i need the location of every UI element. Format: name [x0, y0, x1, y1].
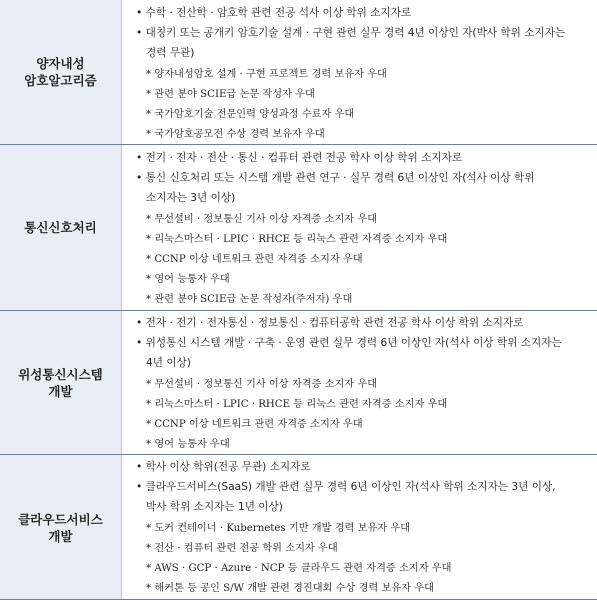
preference-line: * 전산 · 컴퓨터 관련 전공 학위 소지자 우대 [146, 543, 338, 554]
table-row-satellite-comm [0, 311, 597, 454]
category-label: 클라우드서비스 개발 [18, 511, 103, 544]
preference-line: * 무선설비 · 정보통신 기사 이상 자격증 소지자 우대 [146, 379, 378, 390]
preference-line: * 관련 분야 SCIE급 논문 작성자(주저자) 우대 [146, 294, 353, 305]
category-label: 양자내성 암호알고리즘 [24, 56, 97, 88]
preference-line: * 무선설비 · 정보통신 기사 이상 자격증 소지자 우대 [146, 214, 378, 225]
requirement-line: 박사 학위 소지자는 1년 이상) [146, 501, 283, 513]
requirement-line: • 전자 · 전기 · 전자통신 · 정보통신 · 컴퓨터공학 관련 전공 학사 이상 학위 소지자로 [136, 317, 524, 329]
preference-line: * 해커톤 등 공인 S/W 개발 관련 경진대회 수상 경력 보유자 우대 [146, 583, 434, 594]
preference-line: * 리눅스마스터 · LPIC · RHCE 등 리눅스 관련 자격증 소지자 우대 [146, 399, 448, 410]
preference-line: * 국가암호공모전 수상 경력 보유자 우대 [146, 129, 325, 140]
requirement-line: • 클라우드서비스(SaaS) 개발 관련 실무 경력 6년 이상인 자(석사 학위 소지자는 3년 이상, [136, 481, 556, 493]
preference-line: * 리눅스마스터 · LPIC · RHCE 등 리눅스 관련 자격증 소지자 우대 [146, 234, 448, 245]
preference-line: * 관련 분야 SCIE급 논문 작성자 우대 [146, 89, 315, 100]
requirement-line: • 수학 · 전산학 · 암호학 관련 전공 석사 이상 학위 소지자로 [136, 7, 412, 19]
preference-line: * 영어 능통자 우대 [146, 274, 230, 285]
preference-line: * CCNP 이상 네트워크 관련 자격증 소지자 우대 [146, 254, 363, 265]
requirement-line: • 통신 신호처리 또는 시스템 개발 관련 연구 · 실무 경력 6년 이상인 자(석사 이상 학위 [136, 172, 535, 184]
requirement-line: • 학사 이상 학위(전공 무관) 소지자로 [136, 461, 311, 473]
category-label: 통신신호처리 [24, 220, 97, 235]
preference-line: * 도커 컨테이너 · Kubernetes 기반 개발 경력 보유자 우대 [146, 523, 411, 534]
requirement-line: 경력 무관) [146, 47, 195, 59]
requirement-line: • 전기 · 전자 · 전산 · 통신 · 컴퓨터 관련 전공 학사 이상 학위 소지자로 [136, 152, 463, 164]
requirements-cell [122, 145, 597, 310]
table-row-quantum-crypto [0, 0, 597, 144]
requirement-line: • 위성통신 시스템 개발 · 구축 · 운영 관련 실무 경력 6년 이상인 자(석사 이상 학위 소지자는 [136, 337, 562, 349]
category-cell [0, 0, 122, 144]
requirements-cell [122, 311, 597, 454]
preference-line: * AWS · GCP · Azure · NCP 등 클라우드 관련 자격증 소지자 우대 [146, 563, 452, 574]
requirements-cell [122, 0, 597, 144]
preference-line: * 양자내성암호 설계 · 구현 프로젝트 경력 보유자 우대 [146, 69, 387, 80]
category-cell [0, 311, 122, 454]
category-label: 위성통신시스템 개발 [18, 366, 103, 399]
category-cell [0, 145, 122, 310]
table-row-signal-processing [0, 145, 597, 310]
requirements-cell [122, 455, 597, 600]
requirement-line: 소지자는 3년 이상) [146, 192, 236, 204]
preference-line: * 국가암호기술 전문인력 양성과정 수료자 우대 [146, 109, 355, 120]
category-cell [0, 455, 122, 600]
preference-line: * 영어 능통자 우대 [146, 439, 230, 450]
requirement-line: • 대칭키 또는 공개키 암호기술 설계 · 구현 관련 실무 경력 4년 이상인 자(박사 학위 소지자는 [136, 27, 566, 39]
requirement-line: 4년 이상) [146, 357, 191, 369]
preference-line: * CCNP 이상 네트워크 관련 자격증 소지자 우대 [146, 419, 363, 430]
table-row-cloud-service [0, 455, 597, 600]
